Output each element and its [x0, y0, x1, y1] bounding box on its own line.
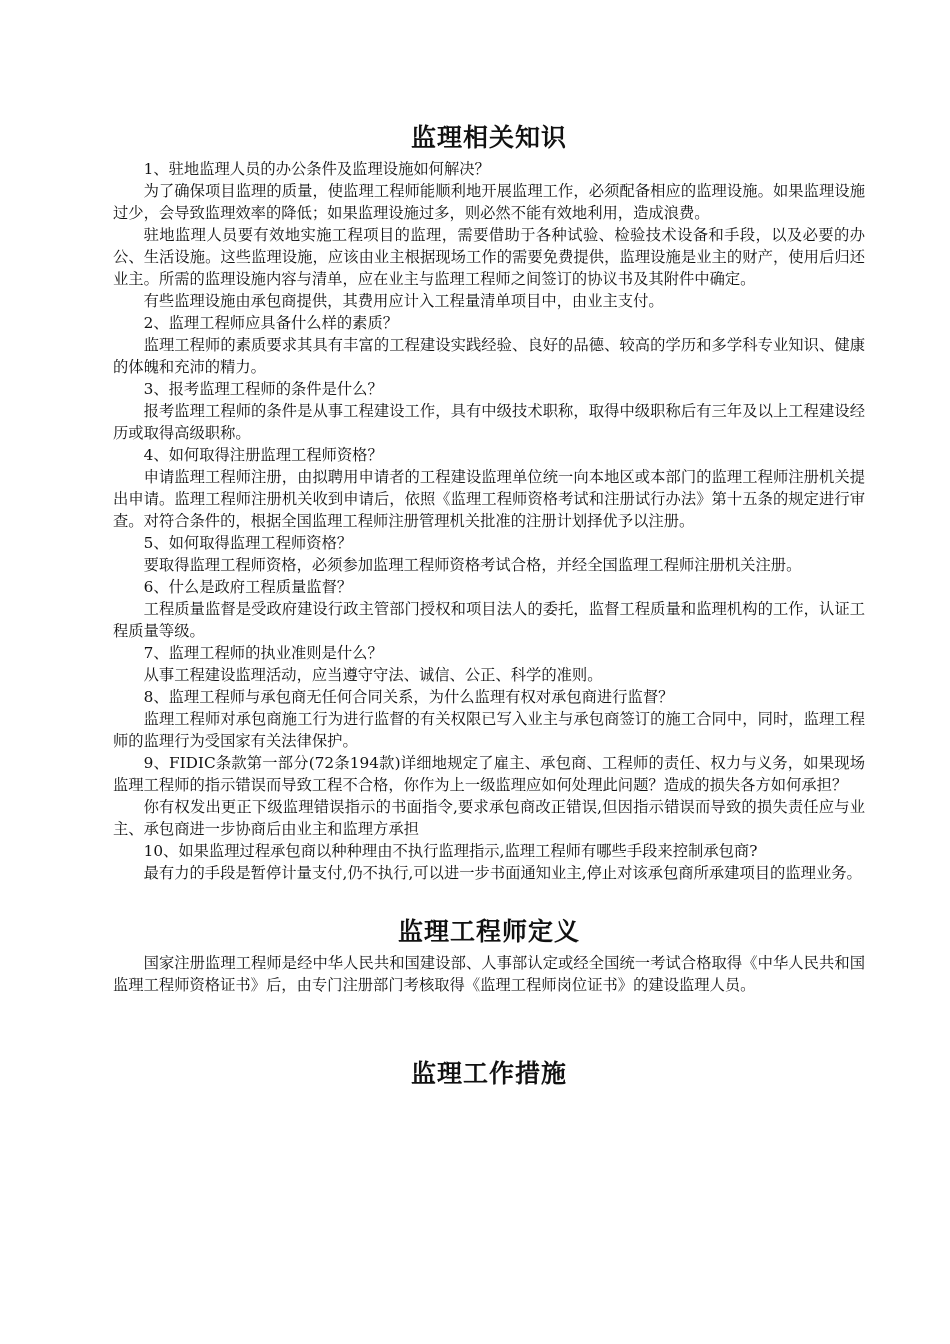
question-5: 5、如何取得监理工程师资格？	[143, 534, 353, 552]
answer-paragraph: 监理工程师的素质要求其具有丰富的工程建设实践经验、良好的品德、较高的学历和多学科专业知识、健康的体魄和充沛的精力。	[113, 336, 865, 376]
answer-paragraph: 从事工程建设监理活动，应当遵守守法、诚信、公正、科学的准则。	[143, 666, 603, 684]
definition-paragraph: 国家注册监理工程师是经中华人民共和国建设部、人事部认定或经全国统一考试合格取得《中华人民共和国监理工程师资格证书》后，由专门注册部门考核取得《监理工程师岗位证书》的建设监理人员。	[113, 954, 865, 994]
question-8: 8、监理工程师与承包商无任何合同关系，为什么监理有权对承包商进行监督？	[143, 688, 674, 706]
section-title-definition: 监理工程师定义	[397, 917, 580, 946]
section-title-knowledge: 监理相关知识	[410, 123, 567, 152]
answer-paragraph: 报考监理工程师的条件是从事工程建设工作，具有中级技术职称，取得中级职称后有三年及以上工程建设经历或取得高级职称。	[113, 402, 865, 442]
question-4: 4、如何取得注册监理工程师资格？	[143, 446, 383, 464]
question-10: 10、如果监理过程承包商以种种理由不执行监理指示,监理工程师有哪些手段来控制承包商?	[143, 842, 758, 860]
question-1: 1、驻地监理人员的办公条件及监理设施如何解决？	[143, 160, 490, 178]
section-title-measures: 监理工作措施	[410, 1059, 567, 1088]
answer-paragraph: 要取得监理工程师资格，必须参加监理工程师资格考试合格，并经全国监理工程师注册机关注册。	[143, 556, 802, 574]
answer-paragraph: 监理工程师对承包商施工行为进行监督的有关权限已写入业主与承包商签订的施工合同中，同时，监理工程师的监理行为受国家有关法律保护。	[113, 710, 865, 750]
answer-paragraph: 驻地监理人员要有效地实施工程项目的监理，需要借助于各种试验、检验技术设备和手段，以及必要的办公、生活设施。这些监理设施，应该由业主根据现场工作的需要免费提供，监理设施是业主的财产，使用后归还业主。所需的监理设施内容与清单，应在业主与监理工程师之间签订的协议书及其附件中确定。	[113, 226, 865, 288]
answer-paragraph: 你有权发出更正下级监理错误指示的书面指令,要求承包商改正错误,但因指示错误而导致的损失责任应与业主、承包商进一步协商后由业主和监理方承担	[113, 798, 865, 838]
answer-paragraph: 最有力的手段是暂停计量支付,仍不执行,可以进一步书面通知业主,停止对该承包商所承建项目的监理业务。	[143, 864, 862, 882]
question-9: 9、FIDIC条款第一部分(72条194款)详细地规定了雇主、承包商、工程师的责任、权力与义务，如果现场监理工程师的指示错误而导致工程不合格，你作为上一级监理应如何处理此问题？造成的损失各方如何承担？	[113, 754, 865, 794]
question-6: 6、什么是政府工程质量监督？	[143, 578, 353, 596]
question-3: 3、报考监理工程师的条件是什么？	[143, 380, 383, 398]
question-2: 2、监理工程师应具备什么样的素质？	[143, 314, 399, 332]
answer-paragraph: 工程质量监督是受政府建设行政主管部门授权和项目法人的委托，监督工程质量和监理机构的工作，认证工程质量等级。	[113, 600, 865, 640]
answer-paragraph: 为了确保项目监理的质量，使监理工程师能顺利地开展监理工作，必须配备相应的监理设施。如果监理设施过少，会导致监理效率的降低；如果监理设施过多，则必然不能有效地利用，造成浪费。	[113, 182, 865, 222]
question-7: 7、监理工程师的执业准则是什么？	[143, 644, 383, 662]
answer-paragraph: 有些监理设施由承包商提供，其费用应计入工程量清单项目中，由业主支付。	[143, 292, 664, 310]
document-body	[113, 118, 865, 1094]
answer-paragraph: 申请监理工程师注册，由拟聘用申请者的工程建设监理单位统一向本地区或本部门的监理工程师注册机关提出申请。监理工程师注册机关收到申请后，依照《监理工程师资格考试和注册试行办法》第十五条的规定进行审查。对符合条件的，根据全国监理工程师注册管理机关批准的注册计划择优予以注册。	[113, 468, 865, 530]
